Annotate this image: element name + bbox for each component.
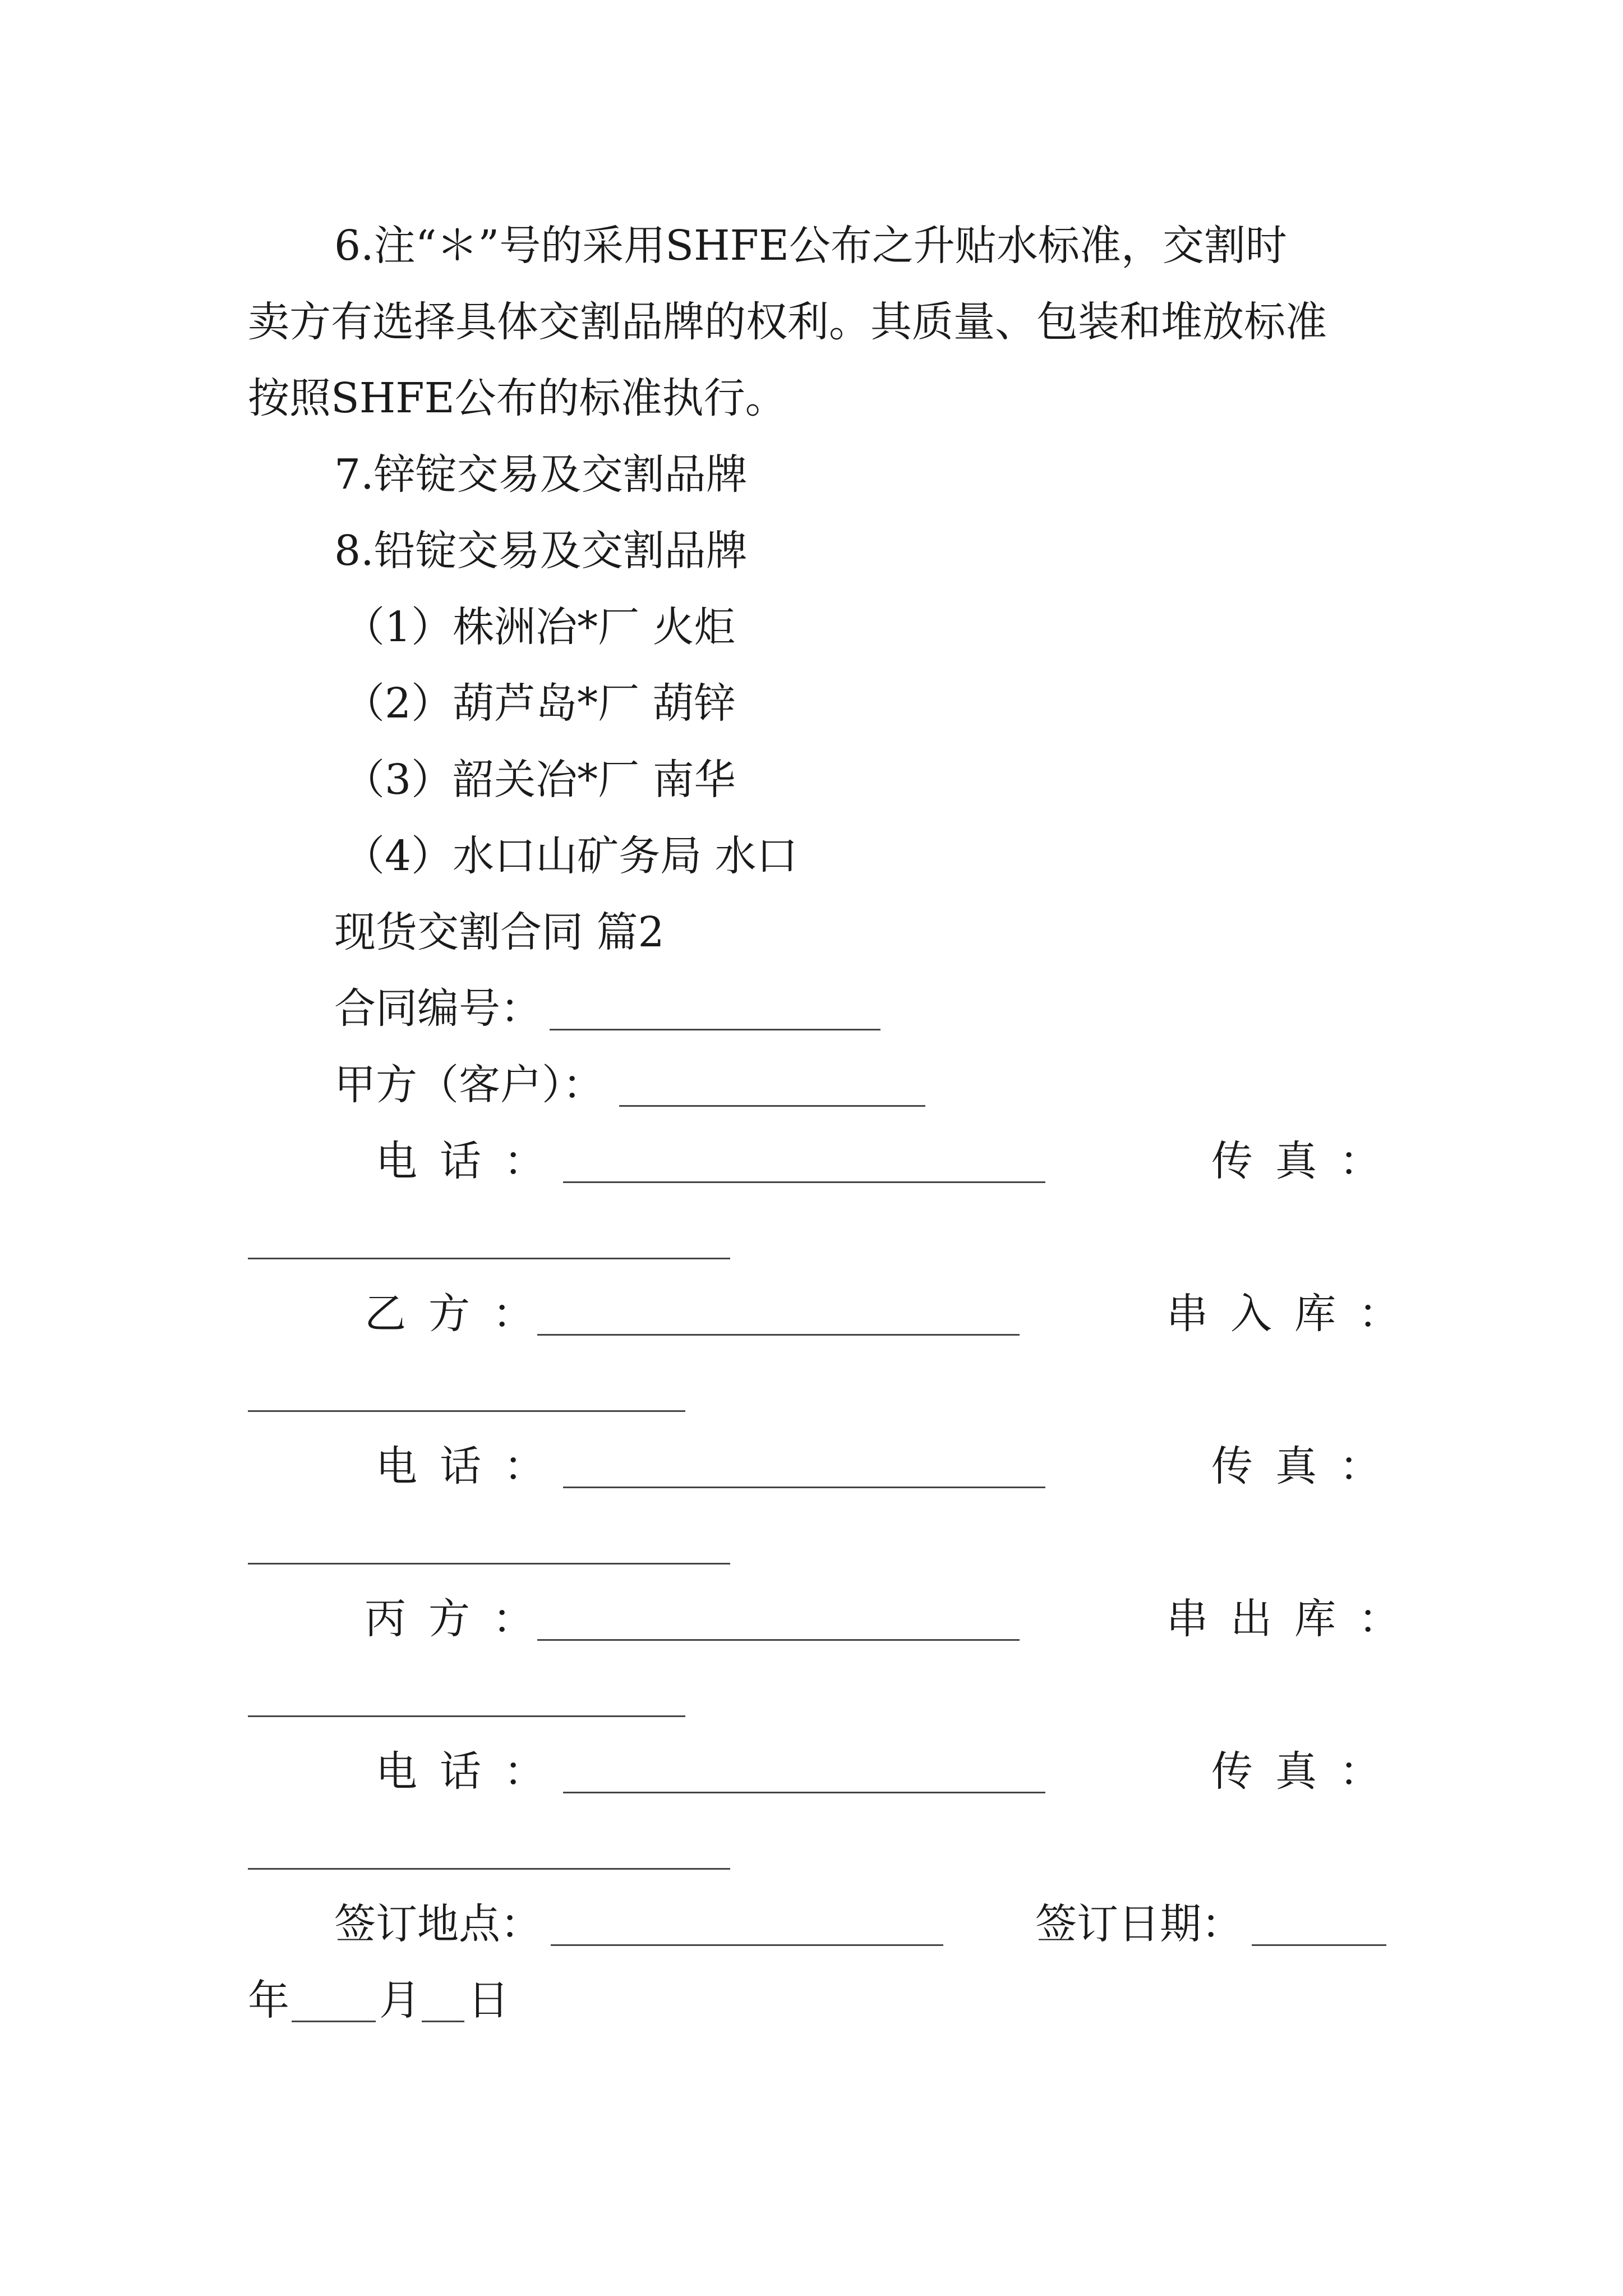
party-c-label: 丙方： [365, 1595, 556, 1643]
party-c-blank[interactable] [537, 1639, 1020, 1641]
brand-item-2: （2）葫芦岛*厂 葫锌 [343, 679, 736, 728]
in-warehouse-label: 串入库： [1166, 1290, 1422, 1338]
day-label: 日 [468, 1976, 509, 2024]
party-a-fax-label: 传真： [1211, 1137, 1403, 1185]
sign-place-blank[interactable] [551, 1944, 943, 1946]
item-8: 8.铅锭交易及交割品牌 [334, 527, 748, 575]
in-warehouse-blank[interactable] [248, 1410, 685, 1412]
party-c-fax-blank[interactable] [248, 1868, 730, 1870]
month-blank[interactable] [292, 2021, 376, 2022]
party-b-fax-label: 传真： [1211, 1442, 1403, 1490]
party-b-blank[interactable] [537, 1334, 1020, 1336]
brand-item-3: （3）韶关冶*厂 南华 [343, 756, 736, 804]
out-warehouse-label: 串出库： [1166, 1595, 1422, 1643]
sign-place-label: 签订地点： [334, 1900, 542, 1948]
contract-number-label: 合同编号： [334, 984, 542, 1033]
section-title: 现货交割合同 篇2 [334, 908, 665, 956]
day-blank[interactable] [422, 2021, 464, 2022]
party-a-label: 甲方（客户）： [334, 1061, 604, 1109]
party-a-phone-blank[interactable] [563, 1181, 1045, 1183]
party-c-phone-blank[interactable] [563, 1792, 1045, 1793]
party-b-phone-label: 电话： [376, 1442, 568, 1490]
paragraph-6-line-1: 6.注“＊”号的采用SHFE公布之升贴水标准，交割时 [334, 222, 1287, 270]
out-warehouse-blank[interactable] [248, 1715, 685, 1717]
sign-date-label: 签订日期： [1035, 1900, 1243, 1948]
paragraph-6-line-3: 按照SHFE公布的标准执行。 [248, 374, 787, 422]
party-b-label: 乙方： [365, 1290, 556, 1338]
party-c-fax-label: 传真： [1211, 1747, 1403, 1796]
paragraph-6-line-2: 卖方有选择具体交割品牌的权利。其质量、包装和堆放标准 [248, 298, 1327, 346]
party-a-fax-blank[interactable] [248, 1258, 730, 1259]
item-7: 7.锌锭交易及交割品牌 [334, 450, 748, 499]
party-a-phone-label: 电话： [376, 1137, 568, 1185]
year-label: 年 [248, 1976, 289, 2024]
contract-number-blank[interactable] [550, 1029, 880, 1030]
party-c-phone-label: 电话： [376, 1747, 568, 1796]
brand-item-1: （1）株洲冶*厂 火炬 [343, 603, 736, 651]
sign-date-year-blank[interactable] [1252, 1944, 1386, 1946]
party-b-fax-blank[interactable] [248, 1563, 730, 1565]
month-label: 月 [379, 1976, 421, 2024]
brand-item-4: （4）水口山矿务局 水口 [343, 832, 798, 880]
party-a-blank[interactable] [619, 1105, 925, 1107]
party-b-phone-blank[interactable] [563, 1487, 1045, 1488]
